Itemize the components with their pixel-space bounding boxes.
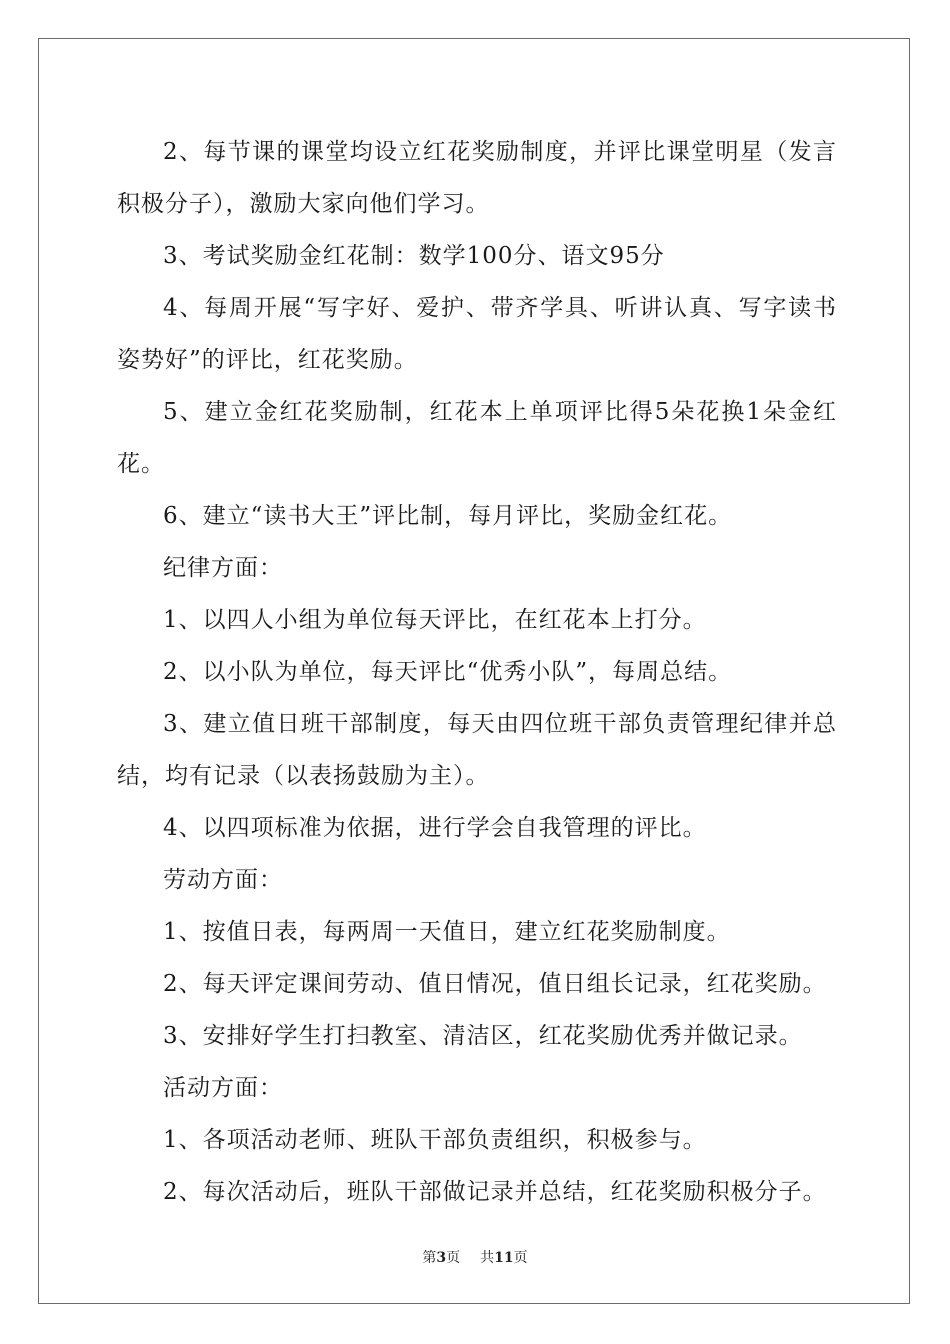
paragraph: 2、以小队为单位，每天评比“优秀小队”，每周总结。 bbox=[163, 659, 733, 685]
paragraph: 4、以四项标准为依据，进行学会自我管理的评比。 bbox=[163, 815, 707, 841]
page-footer bbox=[0, 1249, 950, 1267]
section-heading: 劳动方面： bbox=[163, 867, 283, 893]
page-number: 3 bbox=[436, 1250, 447, 1266]
section-heading: 纪律方面： bbox=[163, 555, 283, 581]
paragraph: 5、建立金红花奖励制，红花本上单项评比得5朵花换1朵金红花。 bbox=[117, 399, 837, 477]
paragraph: 1、以四人小组为单位每天评比，在红花本上打分。 bbox=[163, 607, 707, 633]
page-prefix: 第 bbox=[422, 1250, 437, 1266]
paragraph: 3、安排好学生打扫教室、清洁区，红花奖励优秀并做记录。 bbox=[163, 1023, 803, 1049]
paragraph: 3、考试奖励金红花制：数学100分、语文95分 bbox=[163, 243, 665, 269]
paragraph: 1、按值日表，每两周一天值日，建立红花奖励制度。 bbox=[163, 919, 731, 945]
paragraph: 3、建立值日班干部制度，每天由四位班干部负责管理纪律并总结，均有记录（以表扬鼓励为主）。 bbox=[117, 711, 837, 789]
paragraph: 6、建立“读书大王”评比制，每月评比，奖励金红花。 bbox=[163, 503, 733, 529]
paragraph: 2、每天评定课间劳动、值日情况，值日组长记录，红花奖励。 bbox=[163, 971, 827, 997]
page-suffix: 页 bbox=[446, 1250, 461, 1266]
paragraph: 2、每次活动后，班队干部做记录并总结，红花奖励积极分子。 bbox=[163, 1179, 827, 1205]
document-body bbox=[117, 126, 837, 1218]
paragraph: 2、每节课的课堂均设立红花奖励制度，并评比课堂明星（发言积极分子），激励大家向他们学习。 bbox=[117, 139, 837, 217]
paragraph: 4、每周开展“写字好、爱护、带齐学具、听讲认真、写字读书姿势好”的评比，红花奖励。 bbox=[117, 295, 837, 373]
total-pages: 11 bbox=[494, 1250, 514, 1266]
total-suffix: 页 bbox=[513, 1250, 528, 1266]
total-prefix: 共 bbox=[480, 1250, 495, 1266]
paragraph: 1、各项活动老师、班队干部负责组织，积极参与。 bbox=[163, 1127, 707, 1153]
section-heading: 活动方面： bbox=[163, 1075, 283, 1101]
